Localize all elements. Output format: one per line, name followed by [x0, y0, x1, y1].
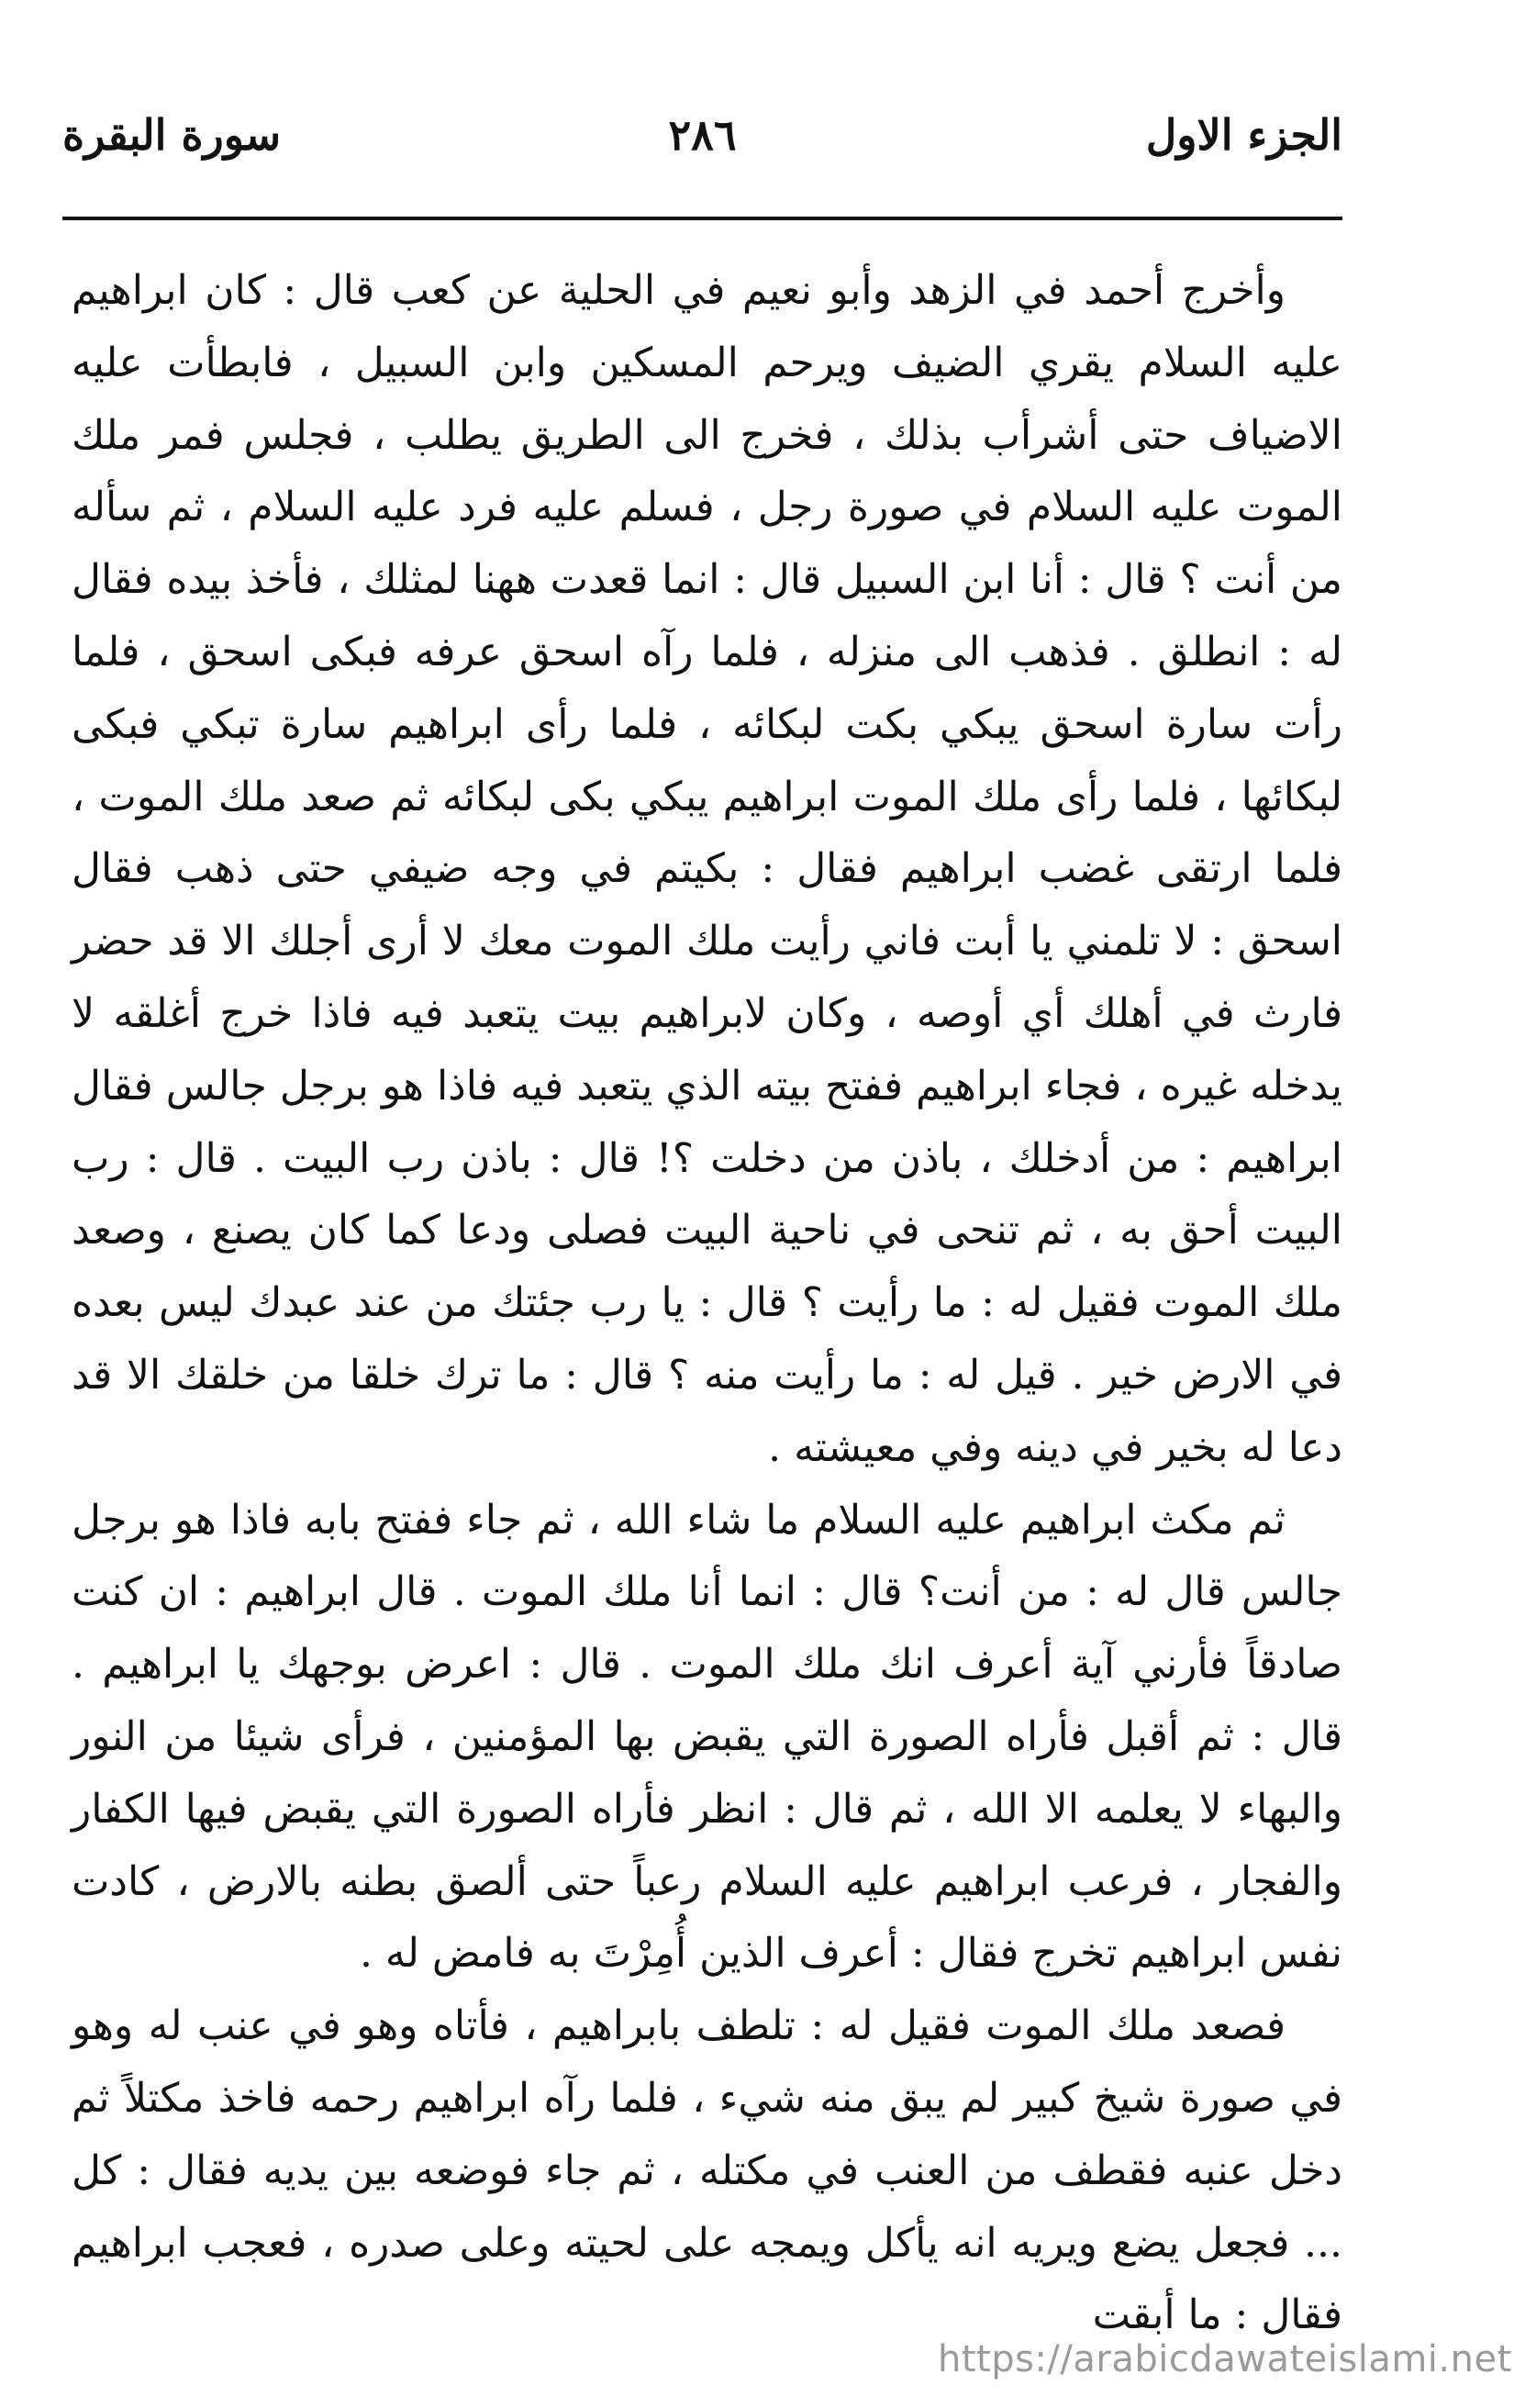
volume-title: الجزء الاول [1145, 110, 1342, 160]
watermark-url: https://arabicdawateislami.net [938, 2338, 1512, 2380]
paragraph-1: وأخرج أحمد في الزهد وأبو نعيم في الحلية عن كعب قال : كان ابراهيم عليه السلام يقري الضيف ويرحم المسكين وابن السبيل ، فابطأت عليه الاضياف حتى أشرأب بذلك ، فخرج الى الطريق يطلب ، فجلس فمر ملك الموت عليه السلام في صورة رجل ، فسلم عليه فرد عليه السلام ، ثم سأله من أنت ؟ قال : أنا ابن السبيل قال : انما قعدت ههنا لمثلك ، فأخذ بيده فقال له : انطلق . فذهب الى منزله ، فلما رآه اسحق عرفه فبكى اسحق ، فلما رأت سارة اسحق يبكي بكت لبكائه ، فلما رأى ابراهيم سارة تبكي فبكى لبكائها ، فلما رأى ملك الموت ابراهيم يبكي بكى لبكائه ثم صعد ملك الموت ، فلما ارتقى غضب ابراهيم فقال : بكيتم في وجه ضيفي حتى ذهب فقال اسحق : لا تلمني يا أبت فاني رأيت ملك الموت معك لا أرى أجلك الا قد حضر فارث في أهلك أي أوصه ، وكان لابراهيم بيت يتعبد فيه فاذا خرج أغلقه لا يدخله غيره ، فجاء ابراهيم ففتح بيته الذي يتعبد فيه فاذا هو برجل جالس فقال ابراهيم : من أدخلك ، باذن من دخلت ؟! قال : باذن رب البيت . قال : رب البيت أحق به ، ثم تنحى في ناحية البيت فصلى ودعا كما كان يصنع ، وصعد ملك الموت فقيل له : ما رأيت ؟ قال : يا رب جئتك من عند عبدك ليس بعده في الارض خير . قيل له : ما رأيت منه ؟ قال : ما ترك خلقا من خلقك الا قد دعا له بخير في دينه وفي معيشته . [72, 267, 1343, 1471]
page-body [72, 255, 1342, 2352]
header-divider [62, 217, 1342, 220]
surah-title: سورة البقرة [62, 110, 282, 160]
page-number: ٢٨٦ [668, 110, 737, 160]
paragraph-2: ثم مكث ابراهيم عليه السلام ما شاء الله ، ثم جاء ففتح بابه فاذا هو برجل جالس قال له : من أنت؟ قال : انما أنا ملك الموت . قال ابراهيم : ان كنت صادقاً فأرني آية أعرف انك ملك الموت . قال : اعرض بوجهك يا ابراهيم . قال : ثم أقبل فأراه الصورة التي يقبض بها المؤمنين ، فرأى شيئا من النور والبهاء لا يعلمه الا الله ، ثم قال : انظر فأراه الصورة التي يقبض فيها الكفار والفجار ، فرعب ابراهيم عليه السلام رعباً حتى ألصق بطنه بالارض ، كادت نفس ابراهيم تخرج فقال : أعرف الذين أُمِرْتَ به فامض له . [72, 1496, 1342, 1978]
paragraph-3: فصعد ملك الموت فقيل له : تلطف بابراهيم ، فأتاه وهو في عنب له وهو في صورة شيخ كبير لم يبق منه شيء ، فلما رآه ابراهيم رحمه فاخذ مكتلاً ثم دخل عنبه فقطف من العنب في مكتله ، ثم جاء فوضعه بين يديه فقال : كل ... فجعل يضع ويريه انه يأكل ويمجه على لحيته وعلى صدره ، فعجب ابراهيم فقال : ما أبقت [72, 2002, 1342, 2339]
page-header [62, 110, 1342, 184]
